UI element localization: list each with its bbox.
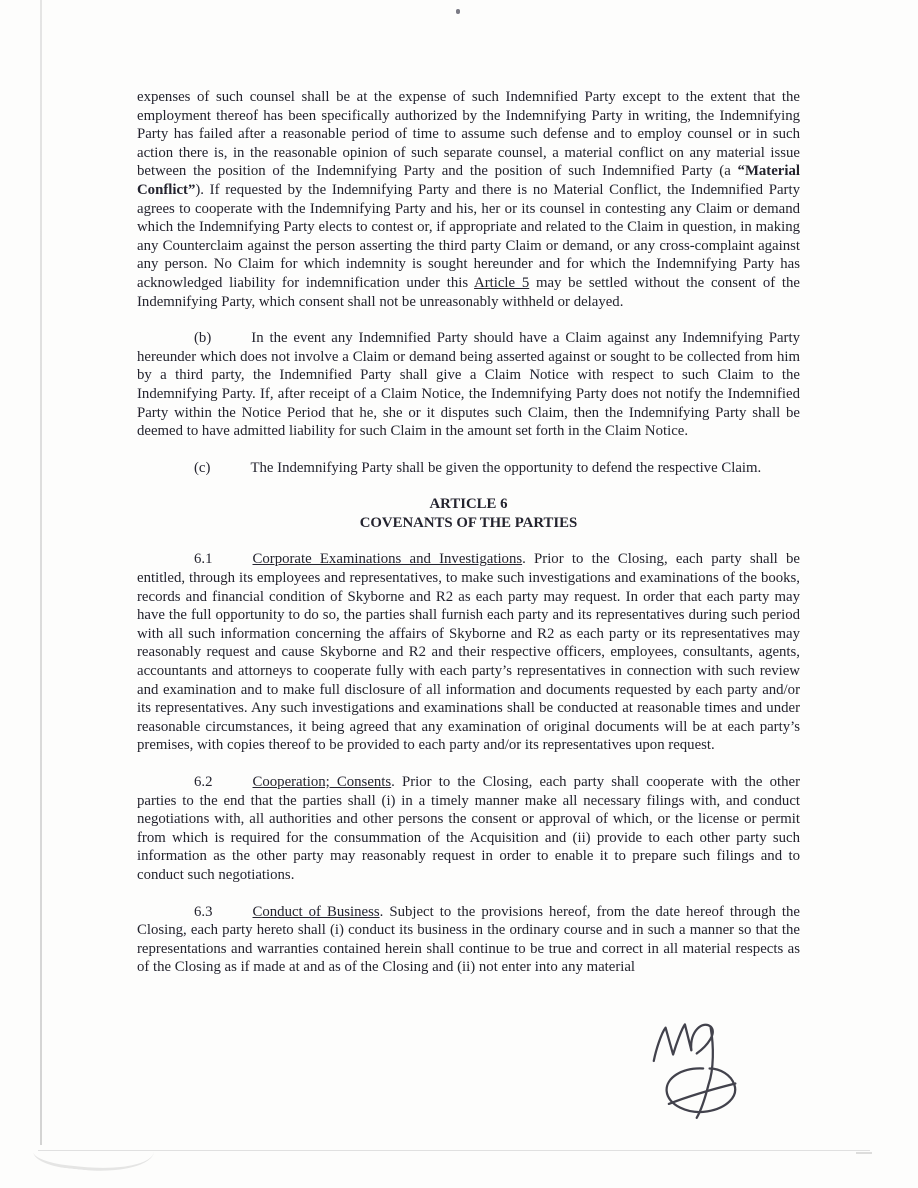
section-6-2 <box>137 773 800 885</box>
section-body-text: . Prior to the Closing, each party shall be entitled, through its employees and representatives, to make such investigations and examinations of the books, records and financial condition of Skyborne and R2 as each party may request. In order that each party may have the full opportunity to do so, the parties shall furnish each party and its representatives during such period with all such information concerning the affairs of Skyborne and R2 as each party or its representatives may reasonably request and cause Skyborne and R2 and their respective officers, employees, consultants, agents, accountants and attorneys to cooperate fully with each party’s representatives in connection with such review and examination and to make full disclosure of all information and documents requested by each party and/or its representatives. Any such investigations and examinations shall be conducted at reasonable times and under reasonable circumstances, it being agreed that any examination of original documents will be at each party’s premises, with copies thereof to be provided to each party and/or its representatives upon request. <box>137 551 800 754</box>
paragraph-text-segment: In the event any Indemnified Party should have a Claim against any Indemnifying Party hereunder which does not involve a Claim or demand being asserted against or sought to be collected from him by a third party, the Indemnified Party shall give a Claim Notice with respect to such Claim to the Indemnifying Party. If, after receipt of a Claim Notice, the Indemnifying Party does not notify the Indemnified Party within the Notice Period that he, she or it disputes such Claim, then the Indemnifying Party shall be deemed to have admitted liability for such Claim in the amount set forth in the Claim Notice. <box>137 330 800 440</box>
paragraph-label: (c) <box>194 459 211 476</box>
section-body-text: . Prior to the Closing, each party shall cooperate with the other parties to the end that the parties shall (i) in a timely manner make all necessary filings with, and conduct negotiations with, all authorities and other persons the consent or approval of which, or the license or permit from which is required for the consummation of the Acquisition and (ii) provide to each other party such information as the other party may reasonably request in order to enable it to prepare such filings and to conduct such negotiations. <box>137 774 800 883</box>
section-number: 6.3 <box>194 903 213 920</box>
section-body-text: . Subject to the provisions hereof, from the date hereof through the Closing, each party hereto shall (i) conduct its business in the ordinary course and in such a manner so that the representations and warranties contained herein shall continue to be true and correct in all material respects as of the Closing as if made at and as of the Closing and (ii) not enter into any material <box>137 903 800 976</box>
section-6-3 <box>137 903 800 977</box>
scan-bottom-smudge-artifact <box>32 1122 156 1177</box>
paragraph-text-segment: may be settled without the consent of the Indemnifying Party, which consent shall not be unreasonably withheld or delayed. <box>137 274 800 310</box>
scan-corner-artifact <box>856 1152 872 1154</box>
paragraph-text-segment: ). If requested by the Indemnifying Party and there is no Material Conflict, the Indemnified Party agrees to cooperate with the Indemnifying Party and his, her or its counsel in contesting any Claim or demand which the Indemnifying Party elects to contest or, if appropriate and related to the Claim in question, in making any Counterclaim against the person asserting the third party Claim or demand, or any cross-complaint against any person. No Claim for which indemnity is sought hereunder and for which the Indemnifying Party has acknowledged liability for indemnification under this <box>137 181 800 291</box>
paragraph-label: (b) <box>194 330 212 347</box>
paragraph-text-segment: expenses of such counsel shall be at the expense of such Indemnified Party except to the extent that the employment thereof has been specifically authorized by the Indemnifying Party in writing, the Indemnifying Party has failed after a reasonable period of time to assume such defense and to employ counsel or in such action there is, in the reasonable opinion of such separate counsel, a material conflict on any material issue between the position of the Indemnifying Party and the position of such Indemnified Party (a <box>137 89 800 180</box>
scan-bottom-edge-artifact <box>38 1150 870 1151</box>
article-title-line: COVENANTS OF THE PARTIES <box>359 514 578 531</box>
paragraph-text-segment: The Indemnifying Party shall be given the opportunity to defend the respective Claim. <box>250 459 762 476</box>
article-5-reference: Article 5 <box>474 274 530 291</box>
handwritten-initials-icon <box>645 1018 757 1120</box>
section-number: 6.2 <box>194 774 213 790</box>
paragraph-indemnification-continued <box>137 88 800 311</box>
paragraph-c <box>137 459 800 478</box>
paragraph-b <box>137 329 800 441</box>
section-6-1 <box>137 550 800 755</box>
section-title: Cooperation; Consents <box>252 774 392 790</box>
section-number: 6.1 <box>194 551 213 568</box>
section-title: Conduct of Business <box>252 903 380 920</box>
article-number-line: ARTICLE 6 <box>429 496 508 513</box>
article-6-heading <box>137 495 800 532</box>
section-title: Corporate Examinations and Investigations <box>252 551 523 568</box>
bold-defined-term: “Material Conflict” <box>137 163 800 198</box>
